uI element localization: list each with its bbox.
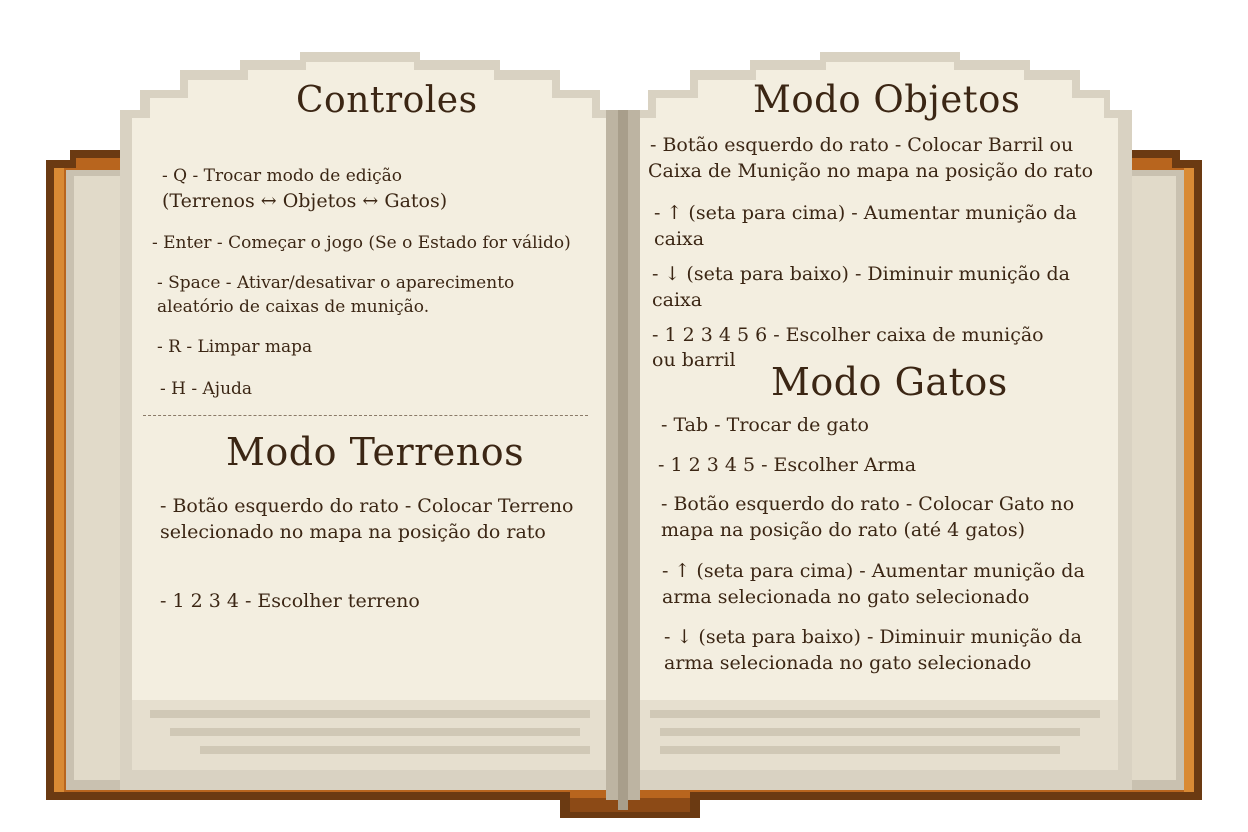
section-title-terrenos: Modo Terrenos: [226, 430, 525, 474]
gatos-mouse-cont: mapa na posição do rato (até 4 gatos): [661, 519, 1026, 541]
gatos-down: - ↓ (seta para baixo) - Diminuir munição da: [664, 626, 1082, 648]
gatos-up-cont: arma selecionada no gato selecionado: [662, 586, 1030, 608]
objetos-keys-cont: ou barril: [652, 349, 736, 371]
gatos-keys: - 1 2 3 4 5 - Escolher Arma: [658, 454, 917, 476]
terrenos-mouse: - Botão esquerdo do rato - Colocar Terreno: [160, 495, 574, 517]
control-space: - Space - Ativar/desativar o aparecimento: [157, 273, 515, 293]
gatos-mouse: - Botão esquerdo do rato - Colocar Gato no: [661, 493, 1075, 515]
objetos-up-cont: caixa: [654, 228, 705, 250]
gatos-down-cont: arma selecionada no gato selecionado: [664, 652, 1032, 674]
control-q: - Q - Trocar modo de edição: [162, 166, 403, 186]
terrenos-mouse-cont: selecionado no mapa na posição do rato: [160, 521, 546, 543]
section-title-gatos: Modo Gatos: [771, 360, 1008, 404]
objetos-mouse-cont: Caixa de Munição no mapa na posição do rato: [648, 160, 1094, 182]
control-q-modes: (Terrenos ↔ Objetos ↔ Gatos): [162, 190, 448, 212]
page-title-controles: Controles: [296, 80, 478, 121]
gatos-up: - ↑ (seta para cima) - Aumentar munição da: [662, 560, 1085, 582]
control-r: - R - Limpar mapa: [157, 337, 313, 357]
terrenos-keys: - 1 2 3 4 - Escolher terreno: [160, 590, 420, 612]
control-space-cont: aleatório de caixas de munição.: [157, 297, 430, 317]
gatos-tab: - Tab - Trocar de gato: [661, 414, 869, 436]
left-page: [120, 52, 620, 790]
control-enter: - Enter - Começar o jogo (Se o Estado for válido): [152, 233, 571, 253]
section-divider: [143, 415, 588, 416]
objetos-mouse: - Botão esquerdo do rato - Colocar Barril ou: [650, 134, 1074, 156]
objetos-keys: - 1 2 3 4 5 6 - Escolher caixa de munição: [652, 324, 1044, 346]
page-title-objetos: Modo Objetos: [753, 78, 1021, 121]
objetos-up: - ↑ (seta para cima) - Aumentar munição da: [654, 202, 1077, 224]
control-h: - H - Ajuda: [160, 379, 253, 399]
objetos-down: - ↓ (seta para baixo) - Diminuir munição da: [652, 263, 1070, 285]
objetos-down-cont: caixa: [652, 289, 703, 311]
